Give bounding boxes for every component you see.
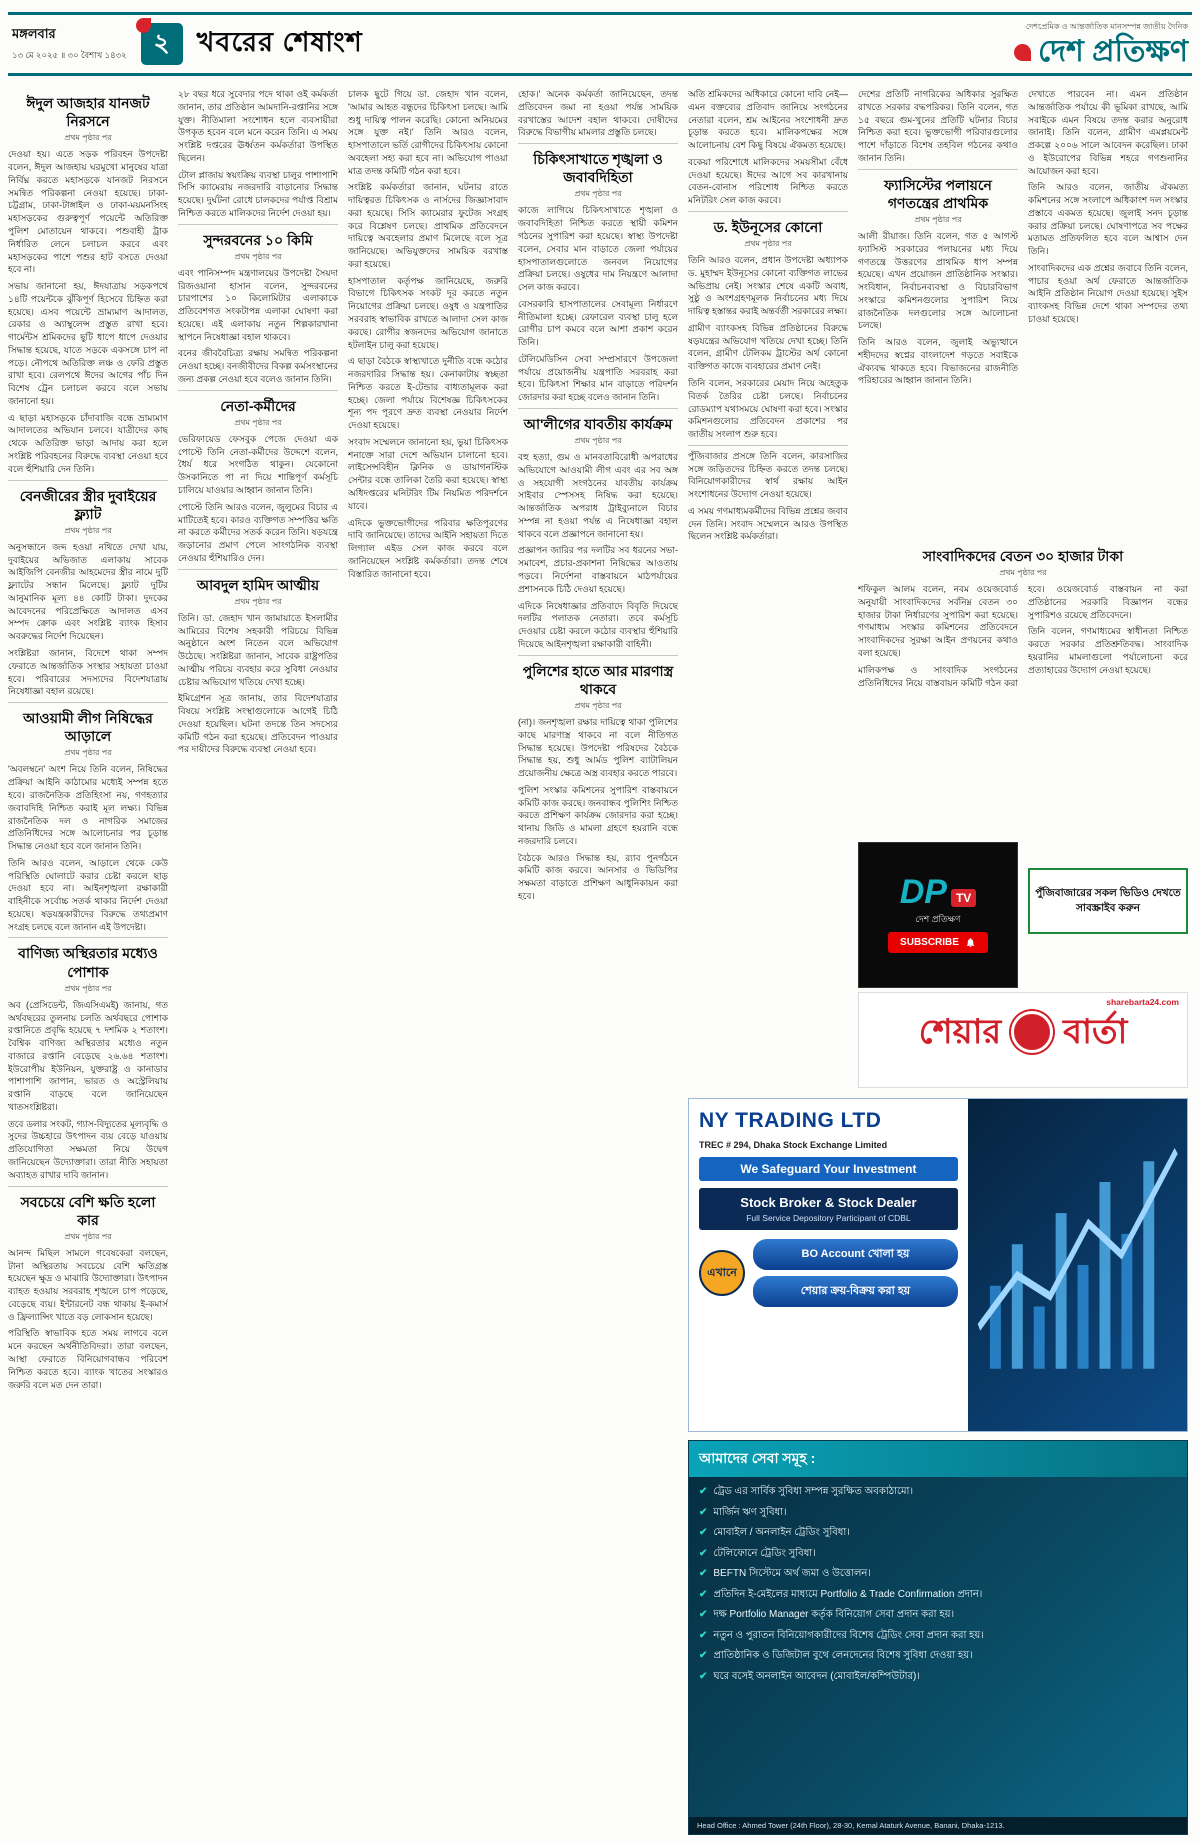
article-paragraph: অনুসন্ধানে জব্দ হওয়া নথিতে দেখা যায়, দুবাইয়ের অভিজাত এলাকায় সাবেক আইজিপি বেনজীর আহমেদের স্ত্রীর নামে দুটি ফ্ল্যাটের সন্ধান মিলেছে। ফ্ল্যাট দুটির আনুমানিক মূল্য ৪৪ কোটি টাকা। দুদকের আবেদনের পরিপ্রেক্ষিতে আদালত এসব সম্পদ ক্রোক এবং সংশ্লিষ্ট ব্যাংক হিসাব অবরুদ্ধের নির্দেশ দিয়েছেন। [8,541,168,642]
article-paragraph: বনের জীববৈচিত্র্য রক্ষায় সমন্বিত পরিকল্পনা নেওয়া হচ্ছে। বনজীবীদের বিকল্প কর্মসংস্থানের জন্য প্রকল্প নেওয়া হবে বলেও জানান তিনি। [178,348,338,384]
dptv-ad [858,842,1018,988]
page-number-badge [141,23,183,65]
journalist-salary-article [858,545,1188,835]
subscribe-label: SUBSCRIBE [900,937,959,949]
article-headline: বেনজীরের স্ত্রীর দুবাইয়ের ফ্ল্যাট [19,487,157,522]
article-headline: নেতা-কর্মীদের [220,397,296,414]
service-item-text: BEFTN সিস্টেমে অর্থ জমা ও উত্তোলন। [713,1568,871,1579]
article-headline: সাংবাদিকদের বেতন ৩০ হাজার টাকা [922,548,1124,564]
check-icon: ✔ [699,1670,708,1682]
continued-from-tag: প্রথম পৃষ্ঠার পর [64,133,112,143]
article-paragraph: কাজে লাগিয়ে চিকিৎসাখাতে শৃঙ্খলা ও জবাবদিহিতা নিশ্চিত করতে স্থায়ী কমিশন গঠনের সুপারিশ করা হয়েছে। স্বাস্থ্য উপদেষ্টা বলেন, সেবার মান বাড়াতে জেলা পর্যায়ের হাসপাতালগুলোতে জনবল নিয়োগের প্রক্রিয়া চলছে। ওষুধের দাম নিয়ন্ত্রণে আলাদা সেল কাজ করবে। [518,205,678,293]
article-paragraph: পুঁজিবাজার প্রসঙ্গে তিনি বলেন, কারসাজির সঙ্গে জড়িতদের চিহ্নিত করতে তদন্ত চলছে। বিনিয়োগকারীদের স্বার্থ রক্ষায় আইন সংশোধনের উদ্যোগ নেওয়া হয়েছে। [688,450,848,500]
service-item [699,1608,1177,1622]
continued-from-tag: প্রথম পৃষ্ঠার পর [574,700,622,710]
paper-tagline: দেশপ্রেমিক ও আন্তর্জাতিক মানসম্পন্ন জাতীয় দৈনিক [1025,22,1188,31]
continuation-text [688,88,848,207]
article-paragraph: এ ছাড়া বৈঠকে স্বাস্থ্যখাতে দুর্নীতি বন্ধে কঠোর নজরদারির সিদ্ধান্ত হয়। কেনাকাটায় স্বচ্ছতা নিশ্চিত করতে ই-টেন্ডার বাধ্যতামূলক করা হচ্ছে। জেলা পর্যায়ে বিশেষজ্ঞ চিকিৎসকের শূন্য পদ পূরণে দ্রুত ব্যবস্থা নেওয়ার নির্দেশ দেওয়া হয়েছে। [348,356,508,431]
ornament-leaf-icon [136,18,151,33]
article-paragraph: আলী রীয়াজ। তিনি বলেন, গত ৫ আগস্ট ফ্যাসিস্ট সরকারের পলায়নের মধ্য দিয়ে গণতন্ত্রে উত্তরণের প্রাথমিক ধাপ সম্পন্ন হয়েছে। এখন প্রয়োজন প্রাতিষ্ঠানিক সংস্কার। সংবিধান, নির্বাচনব্যবস্থা ও বিচারবিভাগ সংস্কারে কমিশনগুলোর সুপারিশ নিয়ে রাজনৈতিক দলগুলোর সঙ্গে আলোচনা চলছে। [858,230,1018,331]
article-paragraph: মালিকপক্ষ ও সাংবাদিক সংগঠনের প্রতিনিধিদের নিয়ে বাস্তবায়ন কমিটি গঠন করা হবে। ওয়েজবোর্ড বাস্তবায়ন না করা প্রতিষ্ঠানের সরকারি বিজ্ঞাপন বন্ধের সুপারিশও রয়েছে প্রতিবেদনে। [858,584,1188,688]
article-paragraph: অতি শ্রমিকদের অধিকারে কোনো দাবি নেই— এমন বক্তব্যের প্রতিবাদ জানিয়ে সংগঠনের নেতারা বলেন, শ্রম আইনের সংশোধনী দ্রুত চূড়ান্ত করতে হবে। মালিকপক্ষের সঙ্গে আলোচনায় বেশ কিছু বিষয়ে ঐকমত্য হয়েছে। [688,89,848,151]
article-paragraph: শফিকুল আলম বলেন, নবম ওয়েজবোর্ড অনুযায়ী সাংবাদিকদের সর্বনিম্ন বেতন ৩০ হাজার টাকা নির্ধারণের সুপারিশ করা হয়েছে। গণমাধ্যম সংস্কার কমিশনের প্রতিবেদনে সাংবাদিকদের সুরক্ষা আইন প্রণয়নের কথাও বলা হয়েছে। [858,584,1018,659]
article-paragraph: এ ছাড়া মহাসড়কে চাঁদাবাজি বন্ধে ভ্রাম্যমাণ আদালতের অভিযান চলবে। যাত্রীদের কাছ থেকে অতিরিক্ত ভাড়া আদায় করা হলে সংশ্লিষ্ট পরিবহনের বিরুদ্ধে ব্যবস্থা নেওয়া হবে বলে হুঁশিয়ারি দেন তিনি। [8,412,168,474]
article-paragraph: ২৮ বছর ধরে সুবেদার পদে থাকা ওই কর্মকর্তা জানান, তার প্রতিষ্ঠান আমদানি-রপ্তানির সঙ্গে যুক্ত। নীতিমালা সংশোধন হলে ব্যবসায়ীরা উপকৃত হবেন বলে মনে করেন তিনি। এ সময় সংশ্লিষ্ট দপ্তরের ঊর্ধ্বতন কর্মকর্তারা উপস্থিত ছিলেন। [178,89,338,163]
column-5 [688,88,848,1088]
article-paragraph: এদিকে ভুক্তভোগীদের পরিবার ক্ষতিপূরণের দাবি জানিয়েছে। তাদের আইনি সহায়তা দিতে লিগ্যাল এইড সেল কাজ করবে বলে জানিয়েছেন সংশ্লিষ্ট কর্মকর্তারা। তদন্ত শেষে বিস্তারিত জানানো হবে। [348,517,508,579]
article-paragraph: সংশ্লিষ্ট কর্মকর্তারা জানান, ঘটনার রাতে দায়িত্বরত চিকিৎসক ও নার্সদের জিজ্ঞাসাবাদ করা হয়েছে। সিসি ক্যামেরার ফুটেজ সংগ্রহ করে বিশ্লেষণ চলছে। প্রাথমিক প্রতিবেদনে দায়িত্বে অবহেলার প্রমাণ মিলেছে বলে সূত্র জানিয়েছে। অভিযুক্তদের সাময়িক বরখাস্ত করা হয়েছে। [348,182,508,269]
column-1 [8,88,168,1835]
video-strip-text: পুঁজিবাজারের সকল ভিডিও দেখতে সাবস্ক্রাইব করুন [1035,887,1181,914]
bo-account-pill: BO Account খোলা হয় [753,1239,958,1270]
head-office-address: Head Office : Ahmed Tower (24th Floor), 28-30, Kemal Ataturk Avenue, Banani, Dhaka-1213. [689,1817,1187,1834]
ny-trading-roles [699,1188,958,1230]
service-item [699,1506,1177,1520]
article-paragraph: হোক।' অনেক কর্মকর্তা জানিয়েছেন, তদন্ত প্রতিবেদন জমা না হওয়া পর্যন্ত সাময়িক বরখাস্তের আদেশ বহাল থাকবে। দোষীদের বিরুদ্ধে বিভাগীয় মামলার প্রস্তুতি চলছে। [518,89,678,138]
article-headline: সবচেয়ে বেশি ক্ষতি হলো কার [20,1193,156,1228]
article-headline: ড. ইউনূসের কোনো [713,218,823,235]
article-paragraph: দেওয়া হয়। এতে সড়ক পরিবহন উপদেষ্টা বলেন, ঈদুল আজহায় ঘরমুখো মানুষের যাত্রা নির্বিঘ্ন করতে মহাসড়কে যানজট নিরসনে সমন্বিত পরিকল্পনা নেওয়া হয়েছে। ঢাকা-চট্টগ্রাম, ঢাকা-টাঙ্গাইল ও ঢাকা-ময়মনসিংহ মহাসড়কের গুরুত্বপূর্ণ পয়েন্টে অতিরিক্ত পুলিশ মোতায়েন থাকবে। পশুবাহী ট্রাক নির্ধারিত লেনে চলাচল করবে এবং মহাসড়কের পাশে পশুর হাট বসতে দেওয়া হবে না। [8,149,168,275]
ny-trading-services [699,1239,958,1307]
continued-from-tag: প্রথম পৃষ্ঠার পর [234,417,282,427]
article-paragraph: বকেয়া পরিশোধে মালিকদের সময়সীমা বেঁধে দেওয়া হয়েছে। ঈদের আগে সব কারখানায় বেতন-বোনাস পরিশোধ নিশ্চিত করতে মনিটরিং সেল কাজ করবে। [688,156,848,206]
column-6 [858,88,1018,538]
article-paragraph: সংবাদ সম্মেলনে জানানো হয়, ভুয়া চিকিৎসক শনাক্তে সারা দেশে অভিযান চালানো হবে। লাইসেন্সবিহীন ক্লিনিক ও ডায়াগনস্টিক সেন্টার বন্ধে তালিকা তৈরি করা হয়েছে। স্বাস্থ্য অধিদপ্তরের মনিটরিং টিম নিয়মিত পরিদর্শনে যাবে। [348,436,508,511]
article-paragraph: তিনি। ডা. জেহাদ খান জামায়াতে ইসলামীর আমিরের বিশেষ সহকারী পরিচয়ে বিভিন্ন অনুষ্ঠানে অংশ নিতেন বলে অভিযোগ উঠেছে। সংশ্লিষ্টরা জানান, সাবেক রাষ্ট্রপতির আত্মীয় পরিচয় ব্যবহার করে সুবিধা নেওয়ার চেষ্টার অভিযোগ খতিয়ে দেখা হচ্ছে। [178,612,338,687]
continued-from-tag: প্রথম পৃষ্ঠার পর [64,1231,112,1241]
article-paragraph: বৈঠকে আরও সিদ্ধান্ত হয়, র‍্যাব পুনর্গঠনে কমিটি কাজ করবে। আনসার ও ভিডিপির সক্ষমতা বাড়াতে প্রশিক্ষণ আধুনিকায়ন করা হবে। [518,852,678,901]
article-paragraph: পুলিশ সংস্কার কমিশনের সুপারিশ বাস্তবায়নে কমিটি কাজ করছে। জনবান্ধব পুলিশিং নিশ্চিত করতে প্রশিক্ষণ কার্যক্রম জোরদার করা হচ্ছে। থানায় জিডি ও মামলা গ্রহণে হয়রানি বন্ধে নজরদারি চলবে। [518,784,678,846]
check-icon: ✔ [699,1568,708,1579]
article [518,655,678,903]
article-paragraph: তিনি আরও বলেন, জাতীয় ঐকমত্য কমিশনের সঙ্গে সংলাপে অধিকাংশ দল সংস্কার প্রস্তাবে একমত হয়েছে। জুলাই সনদ চূড়ান্ত করার প্রক্রিয়া চলছে। ঘোষণাপত্রে সব পক্ষের মতামত প্রতিফলিত হবে বলে আশ্বাস দেন তিনি। [1028,182,1188,257]
article-paragraph: গ্রামীণ ব্যাংকসহ বিভিন্ন প্রতিষ্ঠানের বিরুদ্ধে ষড়যন্ত্রের অভিযোগ খতিয়ে দেখা হচ্ছে। তিনি বলেন, গ্রামীণ টেলিকম ট্রাস্টের অর্থ কোনো ব্যক্তিগত কাজে ব্যবহারের প্রমাণ নেই। [688,322,848,372]
article-headline: আ'লীগের যাবতীয় কার্যক্রম [523,415,673,432]
article [178,224,338,386]
paper-logo-block [1014,21,1188,67]
column-4 [518,88,678,1835]
sharebarta-logo-icon [1011,1011,1053,1053]
article-paragraph: আনন্দ মিছিল সামলে গবেষকেরা বলছেন, টানা অস্থিরতায় সবচেয়ে বেশি ক্ষতিগ্রস্ত হয়েছেন ক্ষুদ্র ও মাঝারি উদ্যোক্তারা। উৎপাদন ব্যাহত হওয়ায় সরবরাহ শৃঙ্খলে চাপ পড়েছে, বেড়েছে ব্যয়। ইন্টারনেট বন্ধ থাকায় ই-কমার্স ও ফ্রিল্যান্সিং খাতে বড় লোকসান হয়েছে। [8,1247,168,1322]
article [688,211,848,441]
service-item [699,1547,1177,1561]
article-paragraph: চালক ছুটে গিয়ে ডা. জেহাদ খান বলেন, 'আমার আহত বন্ধুদের চিকিৎসা চলছে। আমি শুধু দায়িত্ব পালন করেছি। কোনো অনিয়মের সঙ্গে যুক্ত নই।' তিনি আরও বলেন, হাসপাতালে ভর্তি রোগীদের চিকিৎসায় কোনো অবহেলা সহ্য করা হবে না। অভিযোগ পাওয়া মাত্র তদন্ত কমিটি গঠন করা হবে। [348,89,508,176]
article-headline: আওয়ামী লীগ নিষিদ্ধের আড়ালে [23,710,153,745]
service-item-text: টেলিফোনে ট্রেডিং সুবিধা। [713,1547,816,1559]
article-paragraph: এদিকে নিষেধাজ্ঞার প্রতিবাদে বিবৃতি দিয়েছে দলটির পলাতক নেতারা। তবে কর্মসূচি দেওয়ার চেষ্টা করলে কঠোর ব্যবস্থার হুঁশিয়ারি দিয়েছে আইনশৃঙ্খলা রক্ষাকারী বাহিনী। [518,600,678,649]
tv-logo-badge: TV [951,889,976,907]
ny-trading-name: NY TRADING LTD [699,1109,882,1132]
continued-from-tag: প্রথম পৃষ্ঠার পর [234,596,282,606]
paper-logo-icon [1014,44,1031,61]
ny-trading-info [689,1099,968,1431]
continuation-text [518,88,678,139]
article-headline: ঈদুল আজহার যানজট নিরসনে [26,95,150,130]
sharebarta-word-2: বার্তা [1063,1013,1128,1051]
continued-from-tag: প্রথম পৃষ্ঠার পর [64,525,112,535]
article [178,569,338,757]
page-number: ২ [153,28,170,57]
sharebarta-ad [858,992,1188,1088]
article-paragraph: 'অবলম্বনে' অংশ নিয়ে তিনি বলেন, নিষিদ্ধের প্রক্রিয়া আইনি কাঠামোর মধ্যেই সম্পন্ন হতে হবে। রাজনৈতিক প্রতিহিংসা নয়, গণহত্যার জবাবদিহি নিশ্চিত করাই মূল লক্ষ্য। বিভিন্ন রাজনৈতিক দল ও নাগরিক সমাজের প্রতিনিধিদের সঙ্গে আলোচনার পর চূড়ান্ত সিদ্ধান্ত নেওয়া হবে বলে জানান তিনি। [8,764,168,852]
article [858,169,1018,388]
column-3 [348,88,508,1835]
check-icon: ✔ [699,1527,708,1538]
sharebarta-word-1: শেয়ার [918,1013,1002,1051]
service-item-text: প্রতিদিন ই-মেইলের মাধ্যমে Portfolio & Trade Confirmation প্রদান। [713,1588,983,1600]
ny-trading-role-secondary: Full Service Depository Participant of CDBL [746,1213,911,1223]
service-item-text: মার্জিন ঋণ সুবিধা। [713,1506,787,1518]
article-paragraph: তিনি বলেন, গণমাধ্যমের স্বাধীনতা নিশ্চিত করতে সরকার প্রতিশ্রুতিবদ্ধ। সাংবাদিক হয়রানির মামলাগুলো পর্যালোচনা করে প্রত্যাহারের উদ্যোগ নেওয়া হয়েছে। [1028,626,1188,675]
paper-name-text: দেশ প্রতিক্ষণ [1038,35,1188,68]
column-7 [1028,88,1188,538]
article-paragraph: তিনি আরও বলেন, জুলাই অভ্যুত্থানে শহীদদের স্বপ্নের বাংলাদেশ গড়তে সবাইকে ঐক্যবদ্ধ থাকতে হবে। বিভাজনের রাজনীতি পরিহারের আহ্বান জানান তিনি। [858,337,1018,386]
service-item-text: ট্রেড এর সার্বিক সুবিধা সম্পন্ন সুরক্ষিত অবকাঠামো। [713,1486,914,1497]
ny-trading-trec: TREC # 294, Dhaka Stock Exchange Limited [699,1140,888,1150]
ny-trading-slogan: We Safeguard Your Investment [699,1157,958,1181]
article-headline: পুলিশের হাতে আর মারণাস্ত্র থাকবে [522,662,674,697]
article-headline: ফ্যাসিস্টের পলায়নে গণতন্ত্রের প্রাথমিক [884,176,992,211]
continuation-text [178,88,338,220]
article-paragraph: তিনি বলেন, সরকারের মেয়াদ নিয়ে অহেতুক বিতর্ক তৈরির চেষ্টা চলছে। নির্বাচনের রোডম্যাপ যথাসময়ে ঘোষণা করা হবে। সংস্কার কমিশনগুলোর প্রতিবেদন প্রকাশের পর জাতীয় সংলাপ শুরু হবে। [688,377,848,440]
article-paragraph: তিনি আরও বলেন, প্রধান উপদেষ্টা অধ্যাপক ড. মুহাম্মদ ইউনূসের কোনো ব্যক্তিগত লাভের অভিপ্রায় নেই। সংস্কার শেষে একটি অবাধ, সুষ্ঠু ও অংশগ্রহণমূলক নির্বাচনের মধ্য দিয়ে দায়িত্ব হস্তান্তর করাই অন্তর্বর্তী সরকারের লক্ষ্য। [688,255,848,317]
article-paragraph: হাসপাতাল কর্তৃপক্ষ জানিয়েছে, জরুরি বিভাগে চিকিৎসক সংকট দূর করতে নতুন নিয়োগের প্রক্রিয়া চলছে। ওষুধ ও যন্ত্রপাতির সরবরাহ স্বাভাবিক রাখতে আলাদা সেল কাজ করছে। রোগীর স্বজনদের অভিযোগ জানাতে হটলাইন চালু করা হয়েছে। [348,275,508,350]
share-trade-pill: শেয়ার ক্রয়-বিক্রয় করা হয় [753,1276,958,1307]
article-headline: চিকিৎসাখাতে শৃঙ্খলা ও জবাবদিহিতা [533,151,663,186]
continued-from-tag: প্রথম পৃষ্ঠার পর [574,436,622,446]
article-paragraph: এবং পানিসম্পদ মন্ত্রণালয়ের উপদেষ্টা সৈয়দা রিজওয়ানা হাসান বলেন, সুন্দরবনের চারপাশের ১০ কিলোমিটার এলাকাকে প্রতিবেশগত সংকটাপন্ন এলাকা ঘোষণা করা হয়েছে। এই এলাকায় নতুন শিল্পকারখানা স্থাপনে নিষেধাজ্ঞা বহাল থাকবে। [178,267,338,342]
check-icon: ✔ [699,1609,708,1620]
ny-trading-services-box [688,1440,1188,1835]
continued-from-tag: প্রথম পৃষ্ঠার পর [64,748,112,758]
check-icon: ✔ [699,1506,708,1518]
continuation-text [858,88,1018,165]
article [178,390,338,565]
article-headline: সুন্দরবনের ১০ কিমি [203,231,313,248]
article [8,1186,168,1392]
check-icon: ✔ [699,1588,708,1600]
article-paragraph: সংশ্লিষ্টরা জানান, বিদেশে থাকা সম্পদ ফেরাতে আন্তর্জাতিক সংস্থার সহায়তা চাওয়া হবে। পরিবারের সদস্যদের বিদেশযাত্রায় নিষেধাজ্ঞা বহাল রয়েছে। [8,648,168,697]
article-paragraph: দেখাতে পারবেন না। এমন প্রতিষ্ঠান আন্তর্জাতিক পর্যায়ে কী ভূমিকা রাখছে, আমি সবাইকে এমন বিষয়ে তদন্ত করার অনুরোধ জানাই। তিনি বলেন, গ্রামীণ এমপ্লয়মেন্ট প্রকল্পে ২০০৬ সালে আবেদন করেছিল। ঢাকা ও ইউরোপের বিভিন্ন শহরে গণশুনানির আয়োজন করা হবে। [1028,89,1188,176]
article [8,88,168,476]
article-paragraph: বেসরকারি হাসপাতালের সেবামূল্য নির্ধারণে নীতিমালা হচ্ছে। রেফারেল ব্যবস্থা চালু হলে রোগীর চাপ কমবে বলে আশা প্রকাশ করেন তিনি। [518,298,678,348]
continued-from-tag: প্রথম পৃষ্ঠার পর [64,983,112,993]
continued-from-tag: প্রথম পৃষ্ঠার পর [999,568,1047,578]
dptv-brand-name: দেশ প্রতিক্ষণ [915,914,961,925]
subscribe-button[interactable] [888,932,988,953]
article [518,143,678,404]
service-item-text: মোবাইল / অনলাইন ট্রেডিং সুবিধা। [713,1527,850,1538]
continued-from-tag: প্রথম পৃষ্ঠার পর [744,239,792,249]
continued-from-tag: প্রথম পৃষ্ঠার পর [914,214,962,224]
check-icon: ✔ [699,1486,708,1497]
date-block [12,25,127,63]
service-item [699,1629,1177,1643]
article-body-two-columns [858,583,1188,689]
dptv-logo [899,872,977,911]
article-paragraph: তবে ডলার সংকট, গ্যাস-বিদ্যুতের মূল্যবৃদ্ধি ও সুদের উচ্চহারে উৎপাদন ব্যয় বেড়ে যাওয়ায় প্রতিযোগিতা সক্ষমতা নিয়ে উদ্বেগ জানিয়েছেন উদ্যোক্তারা। তারা নীতি সহায়তা অব্যাহত রাখার দাবি জানান। [8,1118,168,1180]
sharebarta-website: sharebarta24.com [1106,997,1179,1007]
stock-market-photo [968,1099,1187,1431]
article-paragraph: প্রজ্ঞাপন জারির পর দলটির সব ধরনের সভা-সমাবেশ, প্রচার-প্রকাশনা নিষিদ্ধের আওতায় পড়বে। নির্দেশনা বাস্তবায়নে মাঠপর্যায়ের প্রশাসনকে চিঠি দেওয়া হয়েছে। [518,545,678,594]
article-paragraph: তিনি আরও বলেন, আড়ালে থেকে কেউ পরিস্থিতি ঘোলাটে করার চেষ্টা করলে ছাড় দেওয়া হবে না। আইনশৃঙ্খলা রক্ষাকারী বাহিনীকে সর্বোচ্চ সতর্ক থাকার নির্দেশ দেওয়া হয়েছে। ষড়যন্ত্রকারীদের বিরুদ্ধে তথ্যপ্রমাণ সংগ্রহ চলছে বলে জানান এই উপদেষ্টা। [8,857,168,932]
article-headline: বাণিজ্য অস্থিরতার মধ্যেও পোশাক [18,945,158,980]
article [8,480,168,699]
article-paragraph: পরিস্থিতি স্বাভাবিক হতে সময় লাগবে বলে মনে করছেন অর্থনীতিবিদরা। তারা বলছেন, আস্থা ফেরাতে বিনিয়োগবান্ধব পরিবেশ নিশ্চিত করতে হবে। ব্যাংক খাতের সংস্কারও জরুরি বলে মত দেন তারা। [8,1328,168,1390]
stock-chart-graphic [968,1099,1187,1431]
check-icon: ✔ [699,1629,708,1641]
ny-trading-ad [688,1098,1188,1432]
service-item-text: প্রাতিষ্ঠানিক ও ডিজিটাল বুথে লেনদেনের বিশেষ সুবিধা দেওয়া হয়। [713,1650,973,1661]
services-list [689,1477,1187,1817]
ny-trading-role-primary: Stock Broker & Stock Dealer [740,1195,917,1210]
services-title: আমাদের সেবা সমূহ : [689,1441,1187,1477]
article-paragraph: টেলিমেডিসিন সেবা সম্প্রসারণে উপজেলা পর্যায়ে প্রয়োজনীয় যন্ত্রপাতি সরবরাহ করা হবে। চিকিৎসা শিক্ষার মান বাড়াতে পরিদর্শন জোরদার করা হচ্ছে বলেও জানান তিনি। [518,353,678,403]
continuation-text [688,445,848,543]
article-paragraph: ভেরিফায়েড ফেসবুক পেজে দেওয়া এক পোস্টে তিনি নেতা-কর্মীদের উদ্দেশে বলেন, ধৈর্য ধরে সংগঠিত থাকুন। যেকোনো উসকানিতে পা না দিয়ে শান্তিপূর্ণ কর্মসূচি চালিয়ে যাওয়ার আহ্বান জানান তিনি। [178,433,338,495]
article-paragraph: টোল প্লাজায় স্বয়ংক্রিয় ব্যবস্থা চালুর পাশাপাশি সিসি ক্যামেরায় নজরদারি বাড়ানোর সিদ্ধান্ত হয়েছে। দুর্ঘটনা রোধে চালকদের পর্যাপ্ত বিশ্রাম নিশ্চিত করতে মালিকদের নির্দেশ দেওয়া হয়। [178,169,338,218]
column-2 [178,88,338,1835]
dp-logo-text: DP [899,872,947,911]
article-paragraph: পোস্টে তিনি আরও বলেন, জুলুমের বিচার এ মাটিতেই হবে। কারও ব্যক্তিগত সম্পত্তির ক্ষতি না করতে কর্মীদের সতর্ক করেন তিনি। ষড়যন্ত্রে জড়ানোর প্রমাণ পেলে সাংগঠনিক ব্যবস্থা নেওয়ার হুঁশিয়ারিও দেন। [178,501,338,563]
bell-icon [965,937,976,948]
weekday-label: মঙ্গলবার [12,26,56,41]
paper-logo [1014,37,1188,67]
masthead [8,12,1192,76]
article-paragraph: সাংবাদিকদের এক প্রশ্নের জবাবে তিনি বলেন, পাচার হওয়া অর্থ ফেরাতে আন্তর্জাতিক আইনি প্রতিষ্ঠান নিয়োগ দেওয়া হয়েছে। সুইস ব্যাংকসহ বিভিন্ন দেশে থাকা সম্পদের তথ্য চাওয়া হয়েছে। [1028,262,1188,325]
service-item [699,1670,1177,1684]
service-item [699,1526,1177,1540]
service-item-text: ঘরে বসেই অনলাইন আবেদন (মোবাইল/কম্পিউটার)। [713,1670,920,1682]
article-headline: আবদুল হামিদ আত্মীয় [196,576,320,593]
continued-from-tag: প্রথম পৃষ্ঠার পর [574,189,622,199]
here-badge: এখানে [699,1250,745,1296]
article-paragraph: (না)। জনশৃঙ্খলা রক্ষার দায়িত্বে থাকা পুলিশের কাছে মারণাস্ত্র থাকবে না বলে নীতিগত সিদ্ধান্ত হয়েছে। উপদেষ্টা পরিষদের বৈঠকে সিদ্ধান্ত হয়, শুধু আর্মড পুলিশ ব্যাটালিয়ন প্রয়োজনীয় ক্ষেত্রে অস্ত্র ব্যবহার করতে পারবে। [518,716,678,779]
article-paragraph: দেশের প্রতিটি নাগরিকের অধিকার সুরক্ষিত রাখতে সরকার বদ্ধপরিকর। তিনি বলেন, গত ১৫ বছরে গুম-খুনের প্রতিটি ঘটনার বিচার নিশ্চিত করা হবে। ভুক্তভোগী পরিবারগুলোর পাশে দাঁড়াতে বিশেষ তহবিল গঠনের কথাও জানান তিনি। [858,89,1018,163]
service-item [699,1588,1177,1602]
article-paragraph: বহু হত্যা, গুম ও মানবতাবিরোধী অপরাধের অভিযোগে আওয়ামী লীগ এবং এর সব অঙ্গ ও সহযোগী সংগঠনের যাবতীয় কার্যক্রম সাইবার স্পেসসহ নিষিদ্ধ করা হয়েছে। আন্তর্জাতিক অপরাধ ট্রাইব্যুনালে বিচার সম্পন্ন না হওয়া পর্যন্ত এ নিষেধাজ্ঞা বহাল থাকবে বলে প্রজ্ঞাপনে জানানো হয়। [518,452,678,539]
date-line: ১৩ মে ২০২৫ ॥ ৩০ বৈশাখ ১৪৩২ [12,50,127,60]
service-item [699,1649,1177,1663]
check-icon: ✔ [699,1547,708,1559]
section-title: খবরের শেষাংশ [196,26,363,57]
continued-from-tag: প্রথম পৃষ্ঠার পর [234,251,282,261]
ny-trading-service-pills [753,1239,958,1307]
article-paragraph: অব (প্রেসিডেন্ট, জিএসিএমই) জানায়, গত অর্থবছরের তুলনায় চলতি অর্থবছরে পোশাক রপ্তানিতে প্রবৃদ্ধি হয়েছে ৭ দশমিক ২ শতাংশ। বৈশ্বিক বাণিজ্য অস্থিরতার মধ্যেও নতুন বাজারে রপ্তানি বেড়েছে ২৬.৬৪ শতাংশ। ইউরোপীয় ইউনিয়ন, যুক্তরাষ্ট্র ও কানাডার পাশাপাশি জাপান, ভারত ও অস্ট্রেলিয়ায় রপ্তানি বাড়ছে বলে জানিয়েছেন খাতসংশ্লিষ্টরা। [8,999,168,1112]
sharebarta-logo-row [867,1011,1179,1053]
article [518,408,678,651]
article [8,702,168,933]
video-subscribe-strip [1028,868,1188,934]
check-icon: ✔ [699,1650,708,1661]
service-item-text: দক্ষ Portfolio Manager কর্তৃক বিনিয়োগ সেবা প্রদান করা হয়। [713,1609,955,1620]
article-paragraph: এ সময় গণমাধ্যমকর্মীদের বিভিন্ন প্রশ্নের জবাব দেন তিনি। সংবাদ সম্মেলনে আরও উপস্থিত ছিলেন সংশ্লিষ্ট কর্মকর্তারা। [688,505,848,542]
article-paragraph: ইমিগ্রেশন সূত্র জানায়, তার বিদেশযাত্রার বিষয়ে সংশ্লিষ্ট সংস্থাগুলোকে আগেই চিঠি দেওয়া হয়েছিল। ঘটনা তদন্তে তিন সদস্যের কমিটি গঠন করা হয়েছে। প্রতিবেদন পাওয়ার পর দায়ীদের বিরুদ্ধে ব্যবস্থা নেওয়া হবে। [178,693,338,755]
service-item [699,1485,1177,1499]
service-item [699,1567,1177,1581]
article-paragraph: সভায় জানানো হয়, ঈদযাত্রায় সড়কপথে ১৪টি পয়েন্টকে ঝুঁকিপূর্ণ হিসেবে চিহ্নিত করা হয়েছে। এসব পয়েন্টে ভ্রাম্যমাণ আদালত, রেকার ও অ্যাম্বুলেন্স প্রস্তুত রাখা হবে। গার্মেন্টস শ্রমিকদের ছুটি ধাপে ধাপে দেওয়ার সিদ্ধান্ত হয়েছে, যাতে সড়কে একসঙ্গে চাপ না পড়ে। নৌপথে অতিরিক্ত লঞ্চ ও ফেরি প্রস্তুত রাখা হবে। রেলপথে ঈদের আগের পাঁচ দিন বিশেষ ট্রেন চলাচল করবে বলে সভায় জানানো হয়। [8,281,168,406]
article [8,937,168,1181]
service-item-text: নতুন ও পুরাতন বিনিয়োগকারীদের বিশেষ ট্রেডিং সেবা প্রদান করা হয়। [713,1629,984,1641]
